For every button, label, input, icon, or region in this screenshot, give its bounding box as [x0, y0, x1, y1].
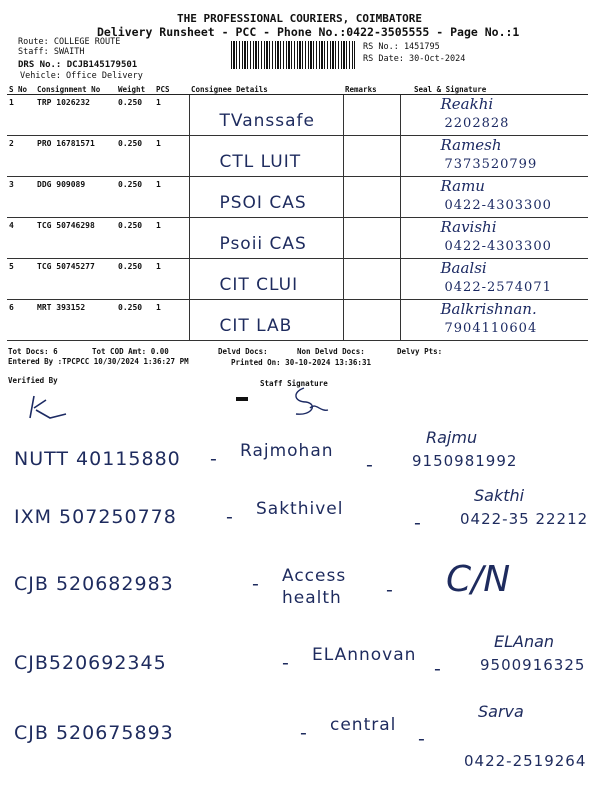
staff-signature [284, 382, 334, 422]
signature-phone: 2202828 [444, 116, 510, 131]
verified-by-label: Verified By [8, 376, 58, 385]
signature-name: Reakhi [440, 95, 494, 113]
cell-weight: 0.250 [116, 259, 154, 300]
consignee-handwriting: TVanssafe [219, 111, 315, 131]
drs-number: DRS No.: DCJB145179501 [18, 60, 138, 70]
total-cod: Tot COD Amt: 0.00 [92, 347, 169, 356]
cell-remarks [343, 95, 400, 136]
handwritten-dash: - [210, 448, 217, 470]
runsheet-title: Delivery Runsheet - PCC - Phone No.:0422-3505555 - Page No.:1 [97, 25, 520, 39]
rs-date: RS Date: 30-Oct-2024 [363, 54, 466, 64]
handwritten-signature: Sakthi [474, 486, 525, 505]
signature-name: Baalsi [440, 259, 487, 277]
consignee-handwriting: CIT CLUI [219, 275, 299, 295]
cell-signature [400, 259, 588, 300]
consignee-handwriting: PSOI CAS [219, 193, 307, 213]
cell-consignment: PRO 16781571 [35, 136, 116, 177]
cell-remarks [343, 136, 400, 177]
col-sno: S No [7, 84, 35, 95]
handwritten-signature: Rajmu [426, 428, 478, 447]
table-row [7, 177, 588, 218]
col-consignee: Consignee Details [189, 84, 343, 95]
cell-signature [400, 95, 588, 136]
total-docs: Tot Docs: 6 [8, 347, 58, 356]
handwritten-consignment-code: CJB520692345 [14, 652, 167, 674]
cell-consignment: TCG 50746298 [35, 218, 116, 259]
delivered-docs: Delvd Docs: [218, 347, 268, 356]
staff-label: Staff: SWAITH [18, 47, 85, 57]
handwritten-dash: - [366, 454, 373, 476]
handwritten-dash: - [226, 506, 233, 528]
cell-pcs: 1 [154, 300, 189, 341]
consignee-handwriting: Psoii CAS [219, 234, 307, 254]
cell-signature [400, 218, 588, 259]
staff-signature-label: Staff Signature [260, 379, 328, 388]
table-row [7, 218, 588, 259]
cell-consignee [189, 259, 343, 300]
col-weight: Weight [116, 84, 154, 95]
cell-consignee [189, 136, 343, 177]
handwritten-dash: - [300, 722, 307, 744]
cell-sno: 3 [7, 177, 35, 218]
cell-sno: 5 [7, 259, 35, 300]
handwritten-consignee-name: Rajmohan [240, 441, 334, 461]
cell-remarks [343, 300, 400, 341]
signature-name: Ramu [440, 177, 485, 195]
cell-consignee [189, 300, 343, 341]
handwritten-consignee-name: Access health [282, 566, 347, 608]
col-consignment: Consignment No [35, 84, 116, 95]
handwritten-dash: - [386, 579, 393, 601]
signature-name: Balkrishnan. [440, 300, 537, 318]
signature-phone: 0422-4303300 [444, 198, 552, 213]
non-delivered-docs: Non Delvd Docs: [297, 347, 365, 356]
cell-consignment: TCG 50745277 [35, 259, 116, 300]
table-header-row [7, 84, 588, 95]
handwritten-dash: - [282, 652, 289, 674]
handwritten-consignment-code: CJB 520675893 [14, 722, 174, 744]
cell-weight: 0.250 [116, 300, 154, 341]
ink-mark [236, 397, 248, 401]
handwritten-consignee-name: Sakthivel [256, 499, 344, 519]
handwritten-phone: 0422-35 22212 [460, 510, 589, 528]
consignee-handwriting: CTL LUIT [219, 152, 302, 172]
rs-number: RS No.: 1451795 [363, 42, 440, 52]
handwritten-dash: - [434, 658, 441, 680]
consignee-handwriting: CIT LAB [219, 316, 293, 336]
entered-by: Entered By :TPCPCC 10/30/2024 1:36:27 PM [8, 357, 189, 366]
cell-pcs: 1 [154, 218, 189, 259]
signature-phone: 7904110604 [444, 321, 538, 336]
signature-phone: 0422-2574071 [444, 280, 552, 295]
cell-weight: 0.250 [116, 136, 154, 177]
col-pcs: PCS [154, 84, 189, 95]
handwritten-consignee-name: ELAnnovan [312, 645, 417, 665]
handwritten-dash: - [414, 512, 421, 534]
cell-sno: 1 [7, 95, 35, 136]
cell-sno: 6 [7, 300, 35, 341]
vehicle-label: Vehicle: Office Delivery [20, 71, 143, 81]
handwritten-consignee-name: central [330, 715, 397, 735]
printed-on: Printed On: 30-10-2024 13:36:31 [231, 358, 371, 367]
handwritten-consignment-code: NUTT 40115880 [14, 448, 181, 470]
handwritten-phone: 0422-2519264 [464, 752, 587, 770]
cell-consignee [189, 95, 343, 136]
table-row [7, 300, 588, 341]
signature-phone: 7373520799 [444, 157, 538, 172]
cell-signature [400, 177, 588, 218]
cell-pcs: 1 [154, 259, 189, 300]
cell-weight: 0.250 [116, 177, 154, 218]
runsheet-table [7, 84, 588, 341]
handwritten-phone: 9500916325 [480, 656, 586, 674]
cell-pcs: 1 [154, 136, 189, 177]
cell-consignment: MRT 393152 [35, 300, 116, 341]
signature-name: Ramesh [440, 136, 502, 154]
handwritten-consignment-code: IXM 507250778 [14, 506, 177, 528]
company-title: THE PROFESSIONAL COURIERS, COIMBATORE [177, 12, 423, 25]
col-signature: Seal & Signature [400, 84, 588, 95]
cell-sno: 2 [7, 136, 35, 177]
verified-signature [20, 388, 80, 428]
handwritten-signature: C/N [446, 559, 511, 600]
route-label: Route: COLLEGE ROUTE [18, 37, 121, 47]
handwritten-phone: 9150981992 [412, 452, 518, 470]
signature-phone: 0422-4303300 [444, 239, 552, 254]
signature-name: Ravishi [440, 218, 497, 236]
cell-consignee [189, 177, 343, 218]
cell-remarks [343, 177, 400, 218]
cell-remarks [343, 218, 400, 259]
cell-consignment: TRP 1026232 [35, 95, 116, 136]
cell-consignee [189, 218, 343, 259]
handwritten-signature: ELAnan [494, 632, 555, 651]
cell-sno: 4 [7, 218, 35, 259]
cell-weight: 0.250 [116, 95, 154, 136]
cell-signature [400, 300, 588, 341]
cell-pcs: 1 [154, 177, 189, 218]
col-remarks: Remarks [343, 84, 400, 95]
cell-consignment: DDG 909089 [35, 177, 116, 218]
handwritten-dash: - [418, 728, 425, 750]
cell-pcs: 1 [154, 95, 189, 136]
handwritten-dash: - [252, 573, 259, 595]
cell-remarks [343, 259, 400, 300]
table-row [7, 259, 588, 300]
cell-weight: 0.250 [116, 218, 154, 259]
barcode [231, 41, 355, 69]
table-row [7, 136, 588, 177]
delivery-points: Delvy Pts: [397, 347, 443, 356]
cell-signature [400, 136, 588, 177]
table-row [7, 95, 588, 136]
handwritten-signature: Sarva [478, 702, 524, 721]
handwritten-consignment-code: CJB 520682983 [14, 573, 174, 595]
